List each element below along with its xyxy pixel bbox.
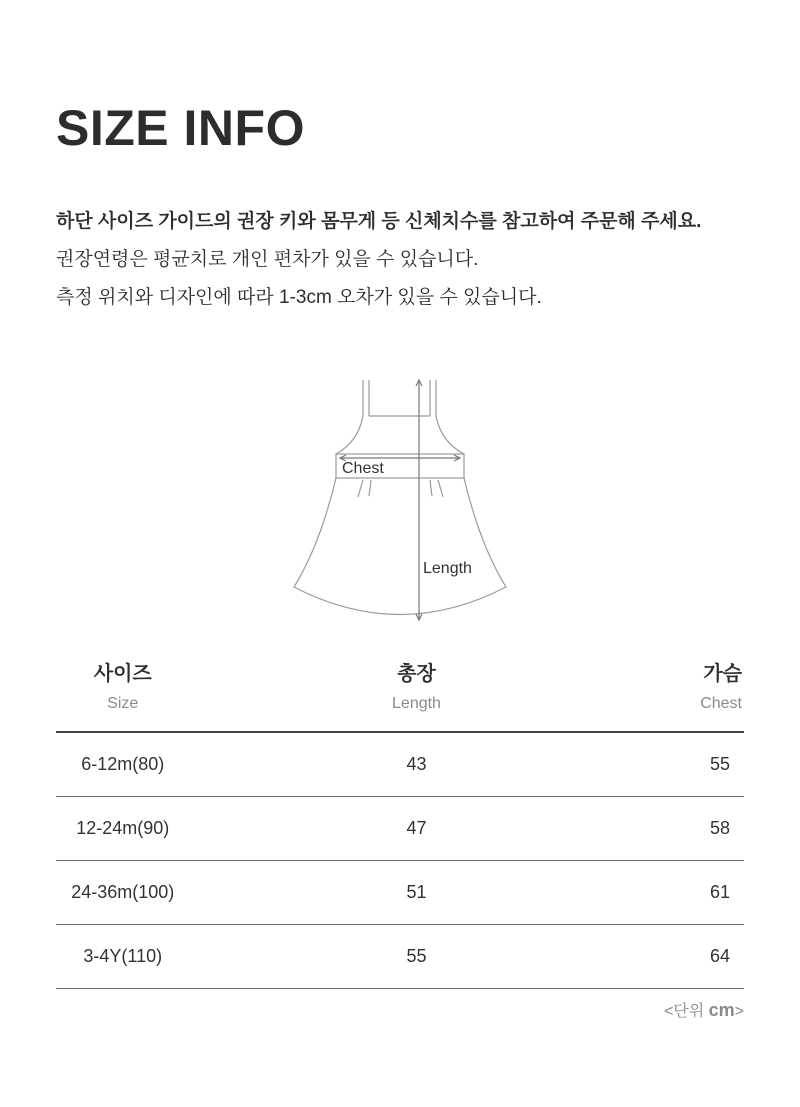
- chest-label: Chest: [342, 460, 384, 477]
- cell-length: 51: [189, 861, 643, 925]
- cell-chest: 64: [644, 925, 744, 989]
- note-order-guide: 하단 사이즈 가이드의 권장 키와 몸무게 등 신체치수를 참고하여 주문해 주세요.: [56, 211, 702, 232]
- note-measurement-error: 측정 위치와 디자인에 따라 1-3cm 오차가 있을 수 있습니다.: [56, 287, 542, 308]
- cell-size: 6-12m(80): [56, 732, 189, 797]
- cell-chest: 61: [644, 861, 744, 925]
- dress-measurement-diagram: [280, 370, 520, 635]
- table-row: [56, 925, 744, 989]
- length-label: Length: [423, 560, 472, 577]
- cell-length: 55: [189, 925, 643, 989]
- table-row: [56, 797, 744, 861]
- table-row: [56, 732, 744, 797]
- page-title: SIZE INFO: [56, 100, 305, 156]
- header-chest: 가슴 Chest: [644, 655, 744, 732]
- unit-note: <단위 cm>: [663, 1000, 744, 1020]
- table-header-row: [56, 655, 744, 732]
- cell-size: 12-24m(90): [56, 797, 189, 861]
- table-row: [56, 861, 744, 925]
- size-table: [56, 655, 744, 989]
- cell-chest: 55: [644, 732, 744, 797]
- cell-length: 47: [189, 797, 643, 861]
- cell-size: 3-4Y(110): [56, 925, 189, 989]
- cell-size: 24-36m(100): [56, 861, 189, 925]
- cell-chest: 58: [644, 797, 744, 861]
- header-size: 사이즈 Size: [56, 655, 189, 732]
- size-notes: [56, 203, 701, 317]
- header-length: 총장 Length: [189, 655, 643, 732]
- note-age-deviation: 권장연령은 평균치로 개인 편차가 있을 수 있습니다.: [56, 249, 479, 270]
- cell-length: 43: [189, 732, 643, 797]
